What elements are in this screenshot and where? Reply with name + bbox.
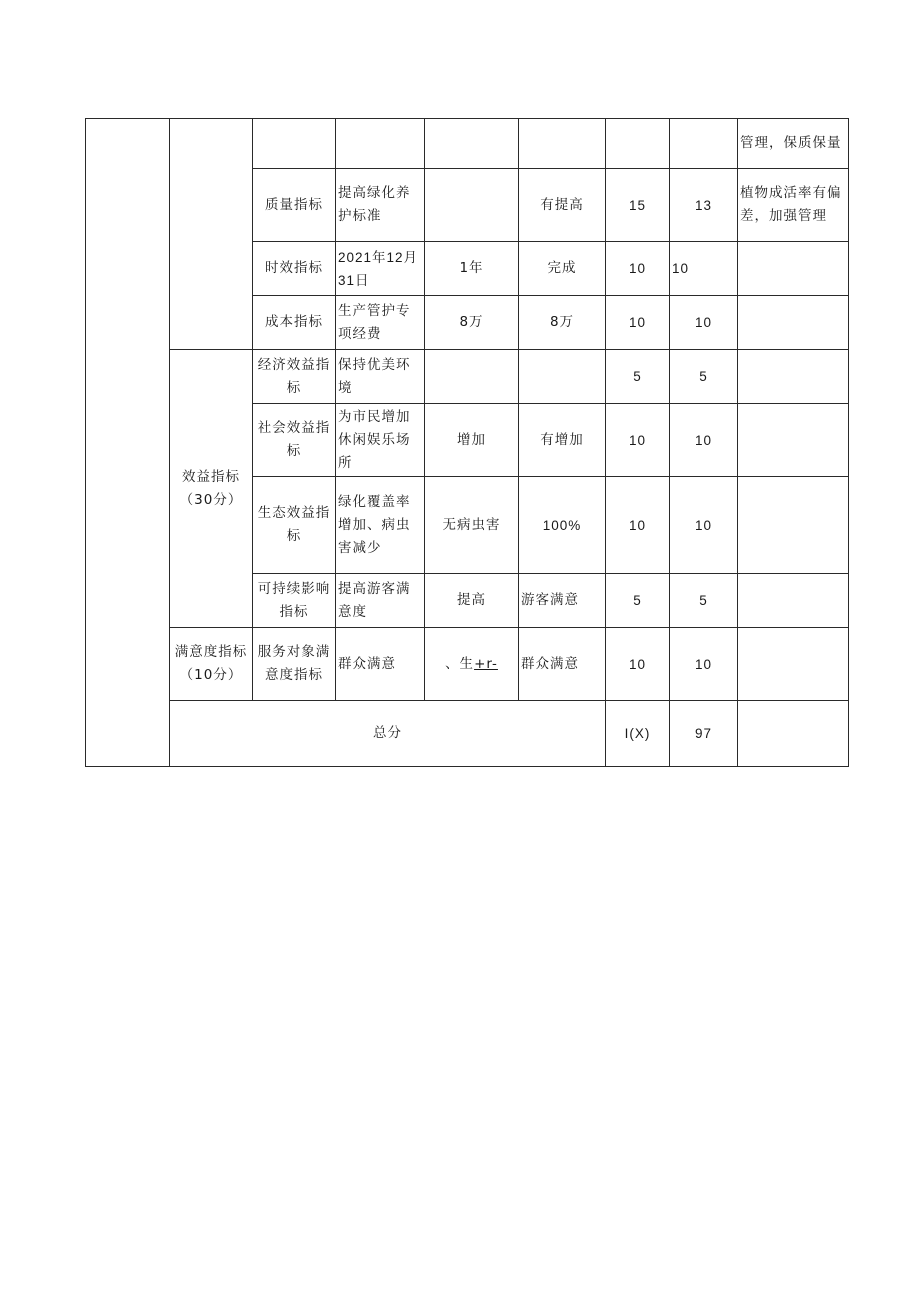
metric-cell: 社会效益指标 (253, 404, 336, 477)
score-cell (670, 119, 738, 169)
content-cell: 生产管护专项经费 (336, 296, 425, 350)
target-cell (425, 628, 519, 701)
actual-cell: 完成 (519, 242, 606, 296)
note-cell (738, 574, 849, 628)
metric-cell: 成本指标 (253, 296, 336, 350)
metric-cell: 时效指标 (253, 242, 336, 296)
weight-cell: 5 (606, 574, 670, 628)
metric-cell: 可持续影响指标 (253, 574, 336, 628)
table-row (86, 628, 849, 701)
note-cell (738, 477, 849, 574)
content-cell: 群众满意 (336, 628, 425, 701)
actual-cell: 群众满意 (519, 628, 606, 701)
content-cell: 2021年12月31日 (336, 242, 425, 296)
target-cell: 提高 (425, 574, 519, 628)
weight-cell: 5 (606, 350, 670, 404)
score-cell: 13 (670, 169, 738, 242)
score-cell: 10 (670, 628, 738, 701)
content-cell: 为市民增加休闲娱乐场所 (336, 404, 425, 477)
weight-cell: 10 (606, 242, 670, 296)
actual-cell (519, 119, 606, 169)
content-cell: 提高游客满意度 (336, 574, 425, 628)
target-text: 、生 (445, 655, 475, 672)
table-row (86, 119, 849, 169)
target-cell: 8万 (425, 296, 519, 350)
weight-cell: 10 (606, 404, 670, 477)
score-cell: 5 (670, 574, 738, 628)
total-weight-cell: I(X) (606, 701, 670, 767)
output-category-cell (170, 119, 253, 350)
score-cell: 10 (670, 404, 738, 477)
target-cell: 增加 (425, 404, 519, 477)
content-cell: 保持优美环境 (336, 350, 425, 404)
actual-cell: 游客满意 (519, 574, 606, 628)
note-cell (738, 296, 849, 350)
target-cell (425, 169, 519, 242)
actual-cell: 有增加 (519, 404, 606, 477)
note-cell: 管理，保质保量 (738, 119, 849, 169)
actual-cell (519, 350, 606, 404)
metric-cell: 经济效益指标 (253, 350, 336, 404)
target-cell (425, 119, 519, 169)
total-label-cell: 总分 (170, 701, 606, 767)
content-cell: 提高绿化养护标准 (336, 169, 425, 242)
actual-cell: 100% (519, 477, 606, 574)
metric-cell (253, 119, 336, 169)
satisfaction-category-cell: 满意度指标（10分） (170, 628, 253, 701)
note-cell (738, 628, 849, 701)
content-cell (336, 119, 425, 169)
metric-cell: 服务对象满意度指标 (253, 628, 336, 701)
total-score-cell: 97 (670, 701, 738, 767)
weight-cell: 10 (606, 477, 670, 574)
target-text-underlined: +r- (474, 655, 498, 672)
note-cell: 植物成活率有偏差，加强管理 (738, 169, 849, 242)
note-cell (738, 404, 849, 477)
performance-evaluation-table (85, 118, 849, 767)
weight-cell: 10 (606, 628, 670, 701)
score-cell: 10 (670, 296, 738, 350)
table-row (86, 350, 849, 404)
total-note-cell (738, 701, 849, 767)
target-cell: 无病虫害 (425, 477, 519, 574)
score-cell: 10 (670, 242, 738, 296)
metric-cell: 生态效益指标 (253, 477, 336, 574)
actual-cell: 有提高 (519, 169, 606, 242)
actual-cell: 8万 (519, 296, 606, 350)
score-cell: 5 (670, 350, 738, 404)
benefit-category-cell: 效益指标（30分） (170, 350, 253, 628)
note-cell (738, 242, 849, 296)
weight-cell: 10 (606, 296, 670, 350)
target-cell (425, 350, 519, 404)
metric-cell: 质量指标 (253, 169, 336, 242)
weight-cell (606, 119, 670, 169)
total-row (86, 701, 849, 767)
note-cell (738, 350, 849, 404)
content-cell: 绿化覆盖率增加、病虫害减少 (336, 477, 425, 574)
score-cell: 10 (670, 477, 738, 574)
target-cell: 1年 (425, 242, 519, 296)
blank-column-cell (86, 119, 170, 767)
weight-cell: 15 (606, 169, 670, 242)
